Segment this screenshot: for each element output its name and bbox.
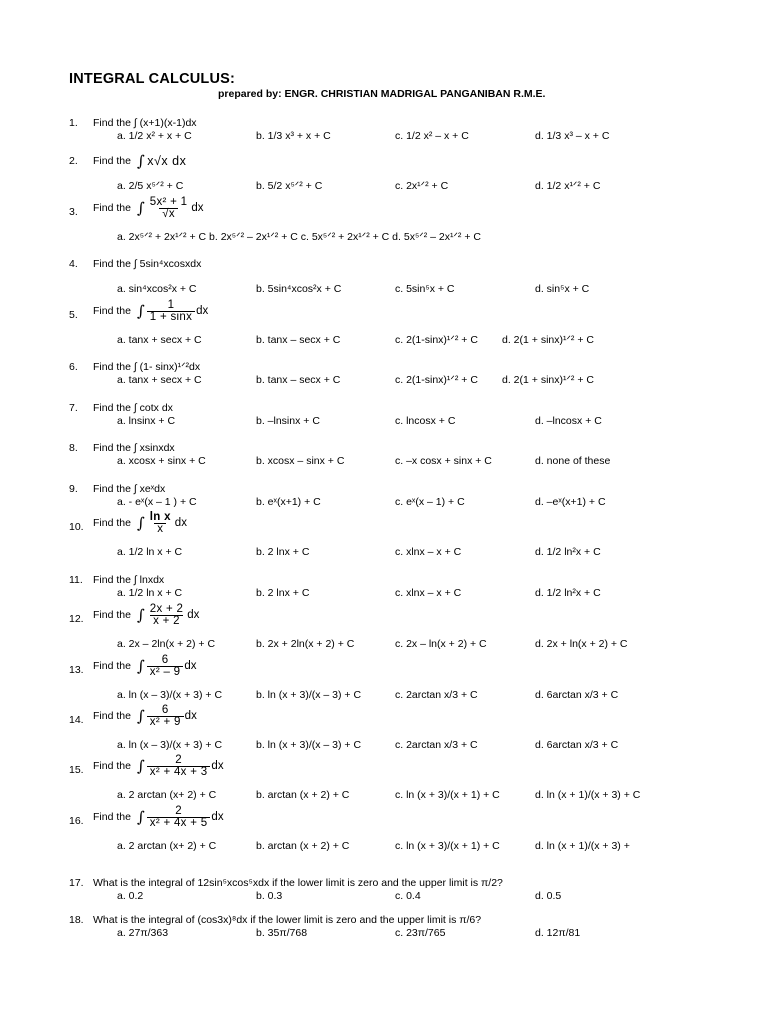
question-stem [93,483,165,496]
integral-sign-icon: ∫ [136,757,145,775]
option-a[interactable]: a. - eˣ(x – 1 ) + C [117,496,197,508]
option-c[interactable]: c. 2(1-sinx)¹ᐟ² + C [395,374,478,386]
option-b[interactable]: b. arctan (x + 2) + C [256,840,350,852]
option-c[interactable]: c. 2arctan x/3 + C [395,689,478,701]
option-d[interactable]: d. 1/2 x¹ᐟ² + C [535,180,601,192]
differential: dx [187,609,200,621]
numerator: 5x² + 1 [149,196,188,208]
option-d[interactable]: d. sin⁵x + C [535,283,590,295]
question-stem [93,512,187,535]
option-a[interactable]: a. tanx + secx + C [117,334,202,346]
question-text: Find the ∫ cotx dx [93,402,173,414]
question-text: Find the [93,202,131,214]
question-number: 15. [69,764,84,776]
fraction [147,604,186,627]
question-text: Find the [93,760,131,772]
denominator: x² + 4x + 5 [147,817,211,829]
option-c[interactable]: c. xlnx – x + C [395,587,462,599]
integral-sign-icon: ∫ [136,707,145,725]
option-a[interactable]: a. 2 arctan (x+ 2) + C [117,840,217,852]
option-d[interactable]: d. 12π/81 [535,927,581,939]
question-text: What is the integral of (cos3x)⁸dx if the lower limit is zero and the upper limit is π/6? [93,914,482,926]
option-c[interactable]: c. 5sin⁵x + C [395,283,455,295]
denominator: 1 + sinx [147,311,195,323]
integral-expression [137,512,187,535]
option-b[interactable]: b. 2 lnx + C [256,587,310,599]
question-number: 14. [69,714,84,726]
option-a[interactable]: a. lnsinx + C [117,415,176,427]
option-d[interactable]: d. 0.5 [535,890,562,902]
denominator: x² – 9 [147,666,184,678]
fraction [147,300,195,323]
integral-expression [137,197,204,220]
question-number: 6. [69,361,78,373]
option-a[interactable]: a. 2/5 x⁵ᐟ² + C [117,180,184,192]
question-text: Find the [93,660,131,672]
integral-sign-icon: ∫ [136,152,146,170]
integral-sign-icon: ∫ [136,808,145,826]
integral-sign-icon: ∫ [136,302,145,320]
question-number: 16. [69,815,84,827]
option-d[interactable]: d. none of these [535,455,611,467]
fraction [147,655,184,678]
question-stem [93,755,224,778]
denominator: √x [159,208,178,220]
question-stem [93,705,197,728]
numerator: 2x + 2 [149,603,184,615]
option-c[interactable]: c. 2x – ln(x + 2) + C [395,638,487,650]
question-text: Find the [93,811,131,823]
option-d[interactable]: d. –lncosx + C [535,415,602,427]
numerator: 6 [161,654,169,666]
option-d[interactable]: d. 1/2 ln²x + C [535,546,601,558]
fraction [147,197,191,220]
question-stem [93,361,200,374]
option-b[interactable]: b. ln (x + 3)/(x – 3) + C [256,689,362,701]
integral-sign-icon: ∫ [136,606,145,624]
question-text: Find the ∫ xsinxdx [93,442,175,454]
option-b[interactable]: b. 1/3 x³ + x + C [256,130,331,142]
integral-sign-icon: ∫ [136,199,145,217]
integral-expression [137,705,197,728]
question-text: Find the ∫ (x+1)(x-1)dx [93,117,197,129]
option-c[interactable]: c. xlnx – x + C [395,546,462,558]
integral-expression [137,604,199,627]
denominator: x² + 9 [147,716,184,728]
option-a[interactable]: a. 2 arctan (x+ 2) + C [117,789,217,801]
differential: dx [211,811,224,823]
question-number: 2. [69,155,78,167]
option-a[interactable]: a. 1/2 x² + x + C [117,130,192,142]
numerator: 1 [167,299,175,311]
question-stem [93,197,204,220]
question-stem [93,877,503,890]
numerator: 6 [161,704,169,716]
question-text: Find the [93,155,131,167]
option-a[interactable]: a. 27π/363 [117,927,169,939]
question-number: 9. [69,483,78,495]
option-a[interactable]: a. ln (x – 3)/(x + 3) + C [117,689,223,701]
numerator: 2 [175,805,182,817]
option-b[interactable]: b. 5/2 x⁵ᐟ² + C [256,180,323,192]
fraction [147,806,211,829]
question-number: 8. [69,442,78,454]
denominator: x [154,523,166,535]
option-b[interactable]: b. 2x + 2ln(x + 2) + C [256,638,355,650]
option-b[interactable]: b. tanx – secx + C [256,374,341,386]
page-subtitle: prepared by: ENGR. CHRISTIAN MADRIGAL PANGANIBAN R.M.E. [218,88,546,100]
option-a[interactable]: a. ln (x – 3)/(x + 3) + C [117,739,223,751]
integral-expression [136,152,187,170]
option-all[interactable]: a. 2x⁵ᐟ² + 2x¹ᐟ² + C b. 2x⁵ᐟ² – 2x¹ᐟ² + C c. 5x⁵ᐟ² + 2x¹ᐟ² + C d. 5x⁵ᐟ² – 2x¹ᐟ² + C [117,231,481,243]
fraction [147,755,211,778]
option-c[interactable]: c. lncosx + C [395,415,456,427]
page-title: INTEGRAL CALCULUS: [69,71,236,87]
question-number: 7. [69,402,78,414]
question-text: What is the integral of 12sin⁵xcos⁵xdx if the lower limit is zero and the upper limit is π/2? [93,877,503,889]
question-text: Find the ∫ 5sin⁴xcosxdx [93,258,202,270]
option-c[interactable]: c. 2x¹ᐟ² + C [395,180,449,192]
option-b[interactable]: b. –lnsinx + C [256,415,320,427]
option-a[interactable]: a. 0.2 [117,890,144,902]
question-stem [93,914,481,927]
integral-sign-icon: ∫ [136,657,145,675]
differential: dx [196,305,209,317]
option-d[interactable]: d. –eˣ(x+1) + C [535,496,606,508]
question-stem [93,655,197,678]
question-number: 11. [69,574,83,586]
question-text: Find the [93,305,131,317]
option-a[interactable]: a. 2x – 2ln(x + 2) + C [117,638,216,650]
question-number: 10. [69,521,84,533]
option-a[interactable]: a. tanx + secx + C [117,374,202,386]
integral-sign-icon: ∫ [136,514,145,532]
integrand: x√x dx [147,154,187,168]
option-d[interactable]: d. ln (x + 1)/(x + 3) + C [535,789,641,801]
option-b[interactable]: b. xcosx – sinx + C [256,455,345,467]
question-text: Find the [93,609,131,621]
integral-expression [137,755,224,778]
option-b[interactable]: b. 35π/768 [256,927,308,939]
question-text: Find the ∫ (1- sinx)¹ᐟ²dx [93,361,201,373]
option-a[interactable]: a. 1/2 ln x + C [117,587,183,599]
differential: dx [191,202,204,214]
fraction [147,705,184,728]
option-c[interactable]: c. –x cosx + sinx + C [395,455,492,467]
option-c[interactable]: c. 0.4 [395,890,421,902]
question-stem [93,402,173,415]
option-b[interactable]: b. 0.3 [256,890,283,902]
option-b[interactable]: b. ln (x + 3)/(x – 3) + C [256,739,362,751]
option-b[interactable]: b. tanx – secx + C [256,334,341,346]
differential: dx [174,517,187,529]
question-text: Find the [93,517,131,529]
question-stem [93,806,224,829]
option-d[interactable]: d. 1/3 x³ – x + C [535,130,610,142]
question-stem [93,604,199,627]
question-stem [93,258,201,271]
option-a[interactable]: a. sin⁴xcos²x + C [117,283,197,295]
denominator: x + 2 [150,615,183,627]
question-number: 5. [69,309,78,321]
question-number: 17. [69,877,84,889]
integral-expression [137,300,208,323]
question-text: Find the ∫ xeˣdx [93,483,166,495]
question-number: 3. [69,206,78,218]
differential: dx [184,660,197,672]
option-d[interactable]: d. 2x + ln(x + 2) + C [535,638,628,650]
question-number: 18. [69,914,84,926]
option-a[interactable]: a. 1/2 ln x + C [117,546,183,558]
option-c[interactable]: c. 2(1-sinx)¹ᐟ² + C [395,334,478,346]
integral-expression [137,655,197,678]
question-number: 1. [69,117,78,129]
option-c[interactable]: c. 1/2 x² – x + C [395,130,469,142]
option-d[interactable]: d. 2(1 + sinx)¹ᐟ² + C [502,374,594,386]
option-d[interactable]: d. 6arctan x/3 + C [535,739,619,751]
differential: dx [211,760,224,772]
option-c[interactable]: c. 23π/765 [395,927,446,939]
numerator: ln x [149,511,171,523]
question-text: Find the [93,710,131,722]
option-b[interactable]: b. arctan (x + 2) + C [256,789,350,801]
question-number: 13. [69,664,84,676]
option-d[interactable]: d. 6arctan x/3 + C [535,689,619,701]
integral-expression [137,806,224,829]
question-text: Find the ∫ lnxdx [93,574,165,586]
option-d[interactable]: d. 1/2 ln²x + C [535,587,601,599]
differential: dx [184,710,197,722]
denominator: x² + 4x + 3 [147,766,211,778]
option-c[interactable]: c. 2arctan x/3 + C [395,739,478,751]
question-stem [93,117,197,130]
question-number: 4. [69,258,78,270]
option-c[interactable]: c. eˣ(x – 1) + C [395,496,465,508]
numerator: 2 [175,754,182,766]
question-stem [93,300,208,323]
question-number: 12. [69,613,84,625]
option-b[interactable]: b. 5sin⁴xcos²x + C [256,283,342,295]
option-d[interactable]: d. 2(1 + sinx)¹ᐟ² + C [502,334,594,346]
option-d[interactable]: d. ln (x + 1)/(x + 3) + [535,840,630,852]
option-b[interactable]: b. eˣ(x+1) + C [256,496,321,508]
option-a[interactable]: a. xcosx + sinx + C [117,455,206,467]
option-c[interactable]: c. ln (x + 3)/(x + 1) + C [395,789,500,801]
question-stem [93,152,187,170]
option-b[interactable]: b. 2 lnx + C [256,546,310,558]
question-stem [93,574,164,587]
option-c[interactable]: c. ln (x + 3)/(x + 1) + C [395,840,500,852]
fraction [147,512,174,535]
question-stem [93,442,175,455]
